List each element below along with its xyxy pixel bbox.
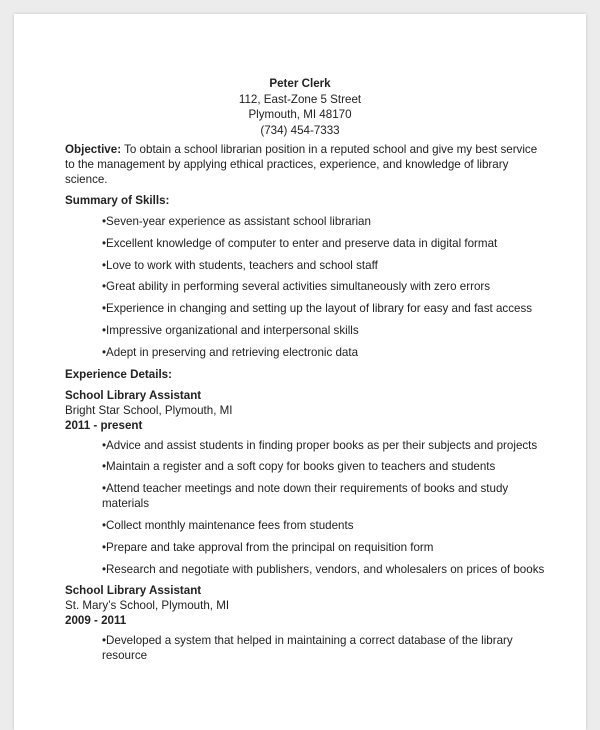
list-item: •Excellent knowledge of computer to enter and preserve data in digital format xyxy=(102,236,498,250)
list-item: •Advice and assist students in finding proper books as per their subjects and projects xyxy=(102,438,538,452)
job-dates: 2009 - 2011 xyxy=(65,614,127,628)
contact-header xyxy=(14,14,586,138)
job-dates: 2011 - present xyxy=(65,418,143,432)
list-item: •Prepare and take approval from the principal on requisition form xyxy=(102,540,434,554)
list-item: •Love to work with students, teachers and school staff xyxy=(102,258,378,272)
list-item: •Collect monthly maintenance fees from students xyxy=(102,518,354,532)
job-employer: St. Mary’s School, Plymouth, MI xyxy=(65,599,230,613)
job-entry xyxy=(65,388,548,577)
applicant-name: Peter Clerk xyxy=(269,77,331,90)
skills-list xyxy=(65,214,548,360)
list-item: •Maintain a register and a soft copy for books given to teachers and students xyxy=(102,460,496,474)
list-item: •Developed a system that helped in maintaining a correct database of the library resource xyxy=(102,634,513,663)
objective-section xyxy=(65,142,548,187)
job-entry xyxy=(65,583,548,663)
list-item: •Research and negotiate with publishers, vendors, and wholesalers on prices of books xyxy=(102,562,545,576)
objective-label: Objective: xyxy=(65,143,122,156)
city-state-zip: Plymouth, MI 48170 xyxy=(248,108,352,121)
duties-list xyxy=(65,633,548,663)
phone-number: (734) 454-7333 xyxy=(260,123,340,137)
experience-heading: Experience Details: xyxy=(65,367,172,381)
street-address: 112, East-Zone 5 Street xyxy=(238,92,362,106)
objective-text: To obtain a school librarian position in a reputed school and give my best service to the management by applying ethical practices, experience, and knowledge of library science. xyxy=(65,143,538,186)
job-title: School Library Assistant xyxy=(65,584,202,598)
list-item: •Adept in preserving and retrieving electronic data xyxy=(102,345,359,359)
duties-list xyxy=(65,438,548,577)
list-item: •Impressive organizational and interpersonal skills xyxy=(102,323,359,337)
resume-body xyxy=(65,142,548,670)
list-item: •Experience in changing and setting up the layout of library for easy and fast access xyxy=(102,302,533,316)
list-item: •Seven-year experience as assistant school librarian xyxy=(102,215,371,228)
list-item: •Great ability in performing several activities simultaneously with zero errors xyxy=(102,280,491,294)
list-item: •Attend teacher meetings and note down their requirements of books and study materials xyxy=(102,482,509,511)
job-title: School Library Assistant xyxy=(65,388,202,402)
skills-heading: Summary of Skills: xyxy=(65,194,170,207)
job-employer: Bright Star School, Plymouth, MI xyxy=(65,403,233,417)
resume-page xyxy=(14,14,586,730)
